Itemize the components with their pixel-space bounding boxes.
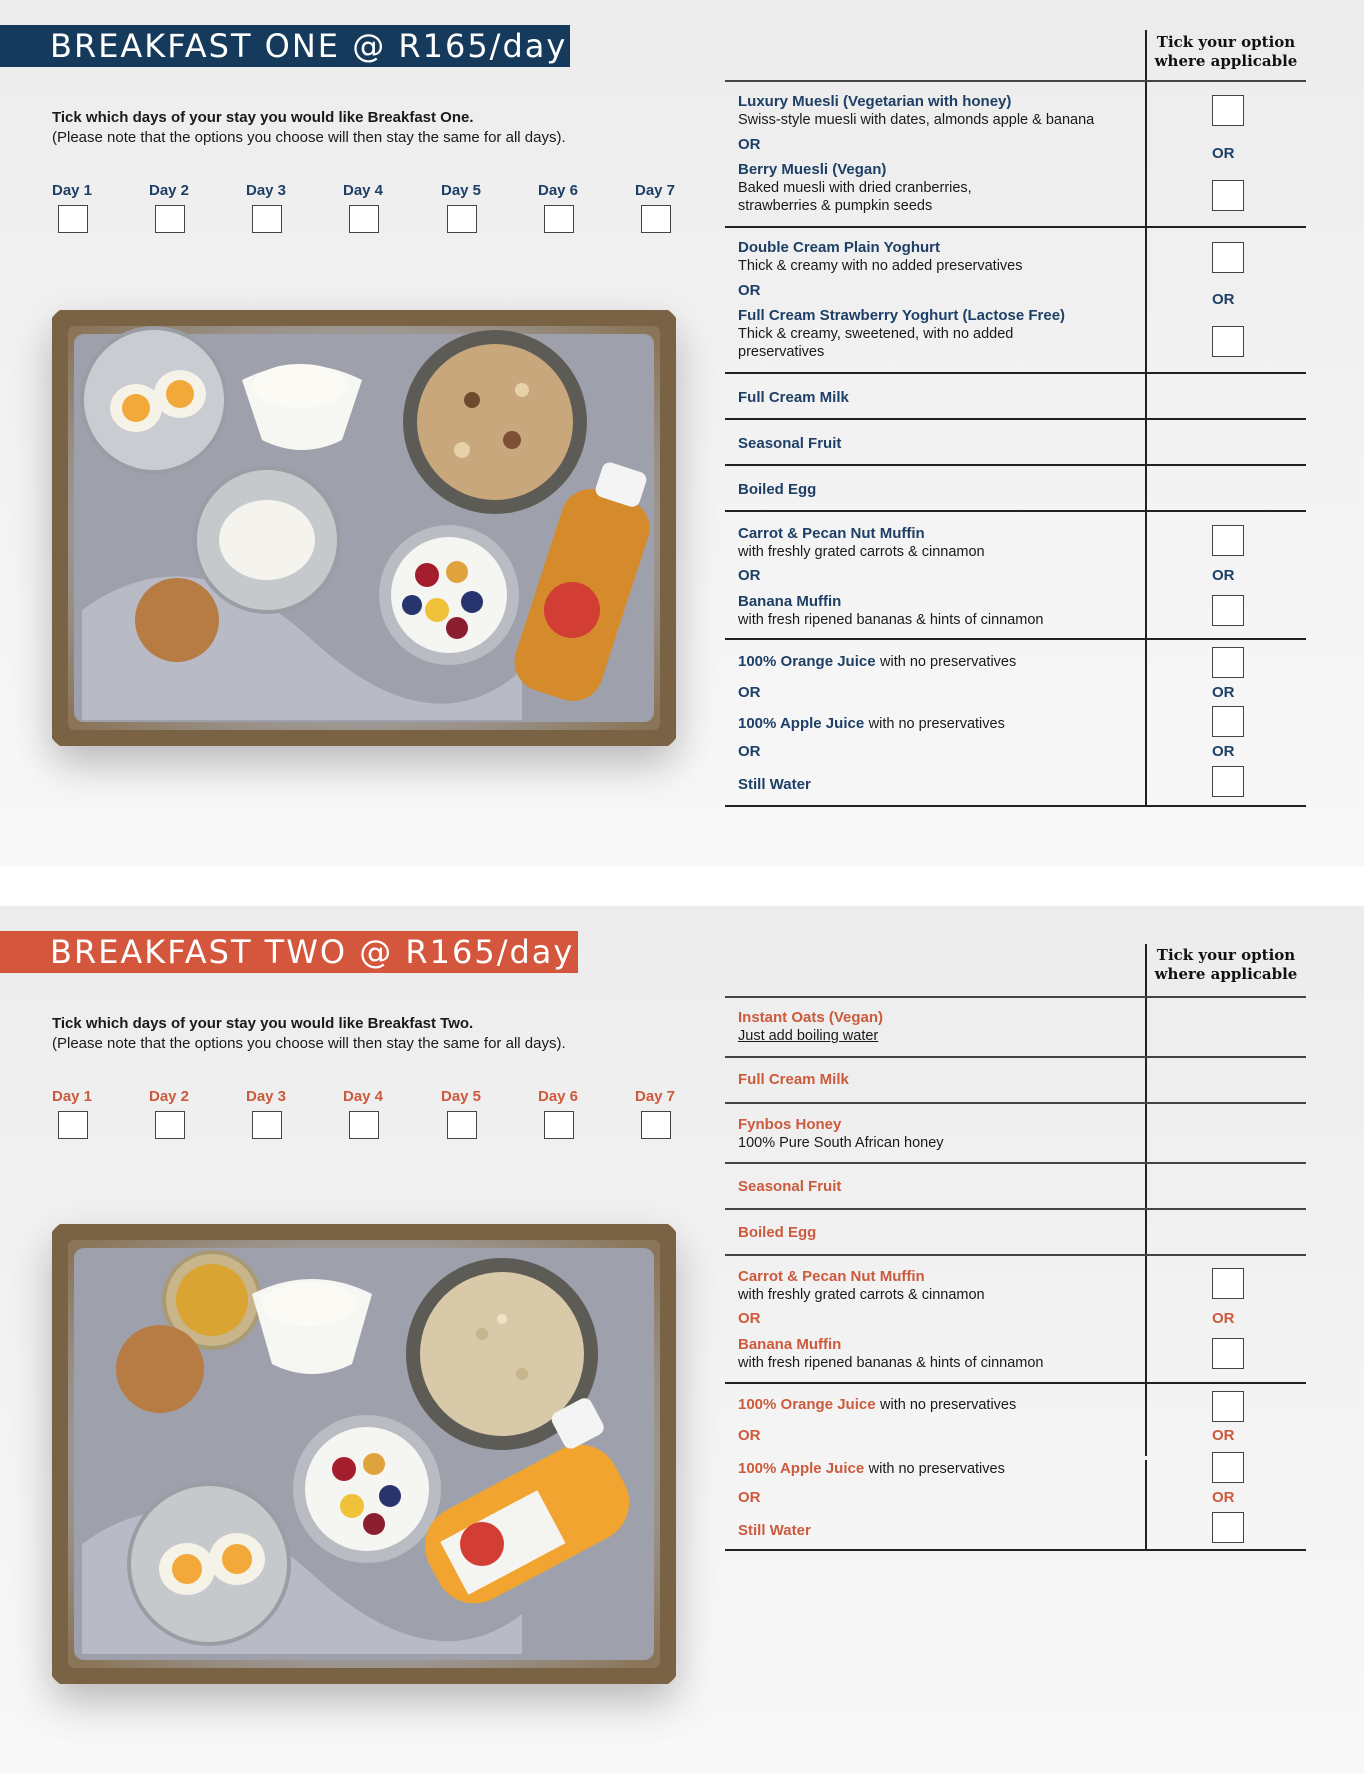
or-label: OR bbox=[1212, 1310, 1235, 1327]
day-label: Day 6 bbox=[538, 1088, 579, 1105]
table-rule bbox=[725, 1162, 1306, 1164]
day-7-checkbox[interactable] bbox=[641, 205, 671, 233]
plain-yoghurt-checkbox[interactable] bbox=[1212, 242, 1244, 273]
breakfast-two-title: BREAKFAST TWO @ R165/day bbox=[0, 931, 578, 973]
orange-juice-checkbox[interactable] bbox=[1212, 647, 1244, 678]
menu-item-berry-muesli bbox=[738, 161, 1138, 215]
day-label: Day 3 bbox=[246, 1088, 287, 1105]
item-title: 100% Apple Juice bbox=[738, 1460, 865, 1477]
menu-item-fynbos-honey bbox=[738, 1116, 1138, 1152]
menu-item-carrot-muffin bbox=[738, 1268, 1138, 1304]
item-desc: Baked muesli with dried cranberries, bbox=[738, 180, 972, 196]
day-1-checkbox[interactable] bbox=[58, 1111, 88, 1139]
table-rule bbox=[725, 80, 1306, 82]
or-label: OR bbox=[738, 282, 761, 299]
item-title: Full Cream Milk bbox=[738, 1071, 849, 1088]
menu-item-apple-juice bbox=[738, 715, 1138, 733]
or-label: OR bbox=[1212, 684, 1235, 701]
day-label: Day 4 bbox=[343, 1088, 384, 1105]
still-water-checkbox[interactable] bbox=[1212, 1512, 1244, 1543]
day-4-checkbox[interactable] bbox=[349, 205, 379, 233]
item-title: Boiled Egg bbox=[738, 481, 817, 498]
apple-juice-checkbox[interactable] bbox=[1212, 1452, 1244, 1483]
day-1-checkbox[interactable] bbox=[58, 205, 88, 233]
item-desc: with freshly grated carrots & cinnamon bbox=[738, 1287, 985, 1303]
tick-header-line1: Tick your option bbox=[1156, 33, 1296, 51]
item-title: Carrot & Pecan Nut Muffin bbox=[738, 1268, 925, 1285]
menu-item-fruit bbox=[738, 435, 1138, 453]
day-6-checkbox[interactable] bbox=[544, 205, 574, 233]
menu-item-orange-juice bbox=[738, 1396, 1138, 1414]
table-rule bbox=[725, 372, 1306, 374]
menu-item-milk bbox=[738, 389, 1138, 407]
table-rule bbox=[725, 1056, 1306, 1058]
or-label: OR bbox=[738, 567, 761, 584]
or-label: OR bbox=[1212, 145, 1235, 162]
menu-item-banana-muffin bbox=[738, 1336, 1138, 1372]
item-title: 100% Apple Juice bbox=[738, 715, 865, 732]
day-4-option bbox=[343, 1088, 433, 1139]
item-title: Boiled Egg bbox=[738, 1224, 817, 1241]
day-7-option bbox=[635, 1088, 725, 1139]
item-title: 100% Orange Juice bbox=[738, 653, 876, 670]
or-label: OR bbox=[1212, 291, 1235, 308]
breakfast-one-panel bbox=[0, 0, 1364, 866]
item-desc: 100% Pure South African honey bbox=[738, 1135, 944, 1151]
day-6-option bbox=[538, 1088, 628, 1139]
item-desc: with freshly grated carrots & cinnamon bbox=[738, 544, 985, 560]
menu-item-fruit bbox=[738, 1178, 1138, 1196]
item-desc: Thick & creamy, sweetened, with no added bbox=[738, 326, 1014, 342]
table-rule bbox=[725, 1549, 1306, 1551]
day-5-option bbox=[441, 1088, 531, 1139]
item-title: Instant Oats (Vegan) bbox=[738, 1009, 884, 1026]
tick-column-header bbox=[1146, 33, 1306, 79]
menu-item-carrot-muffin bbox=[738, 525, 1138, 561]
item-title: Luxury Muesli (Vegetarian with honey) bbox=[738, 93, 1012, 110]
instruction-bold: Tick which days of your stay you would like Breakfast One. bbox=[52, 109, 474, 126]
table-rule bbox=[725, 510, 1306, 512]
tick-header-line2: where applicable bbox=[1154, 965, 1298, 983]
berry-muesli-checkbox[interactable] bbox=[1212, 180, 1244, 211]
day-4-checkbox[interactable] bbox=[349, 1111, 379, 1139]
item-title: Full Cream Strawberry Yoghurt (Lactose Free) bbox=[738, 307, 1066, 324]
item-desc: Swiss-style muesli with dates, almonds apple & banana bbox=[738, 112, 1095, 128]
day-7-option bbox=[635, 182, 725, 233]
day-1-option bbox=[52, 1088, 142, 1139]
menu-item-egg bbox=[738, 481, 1138, 499]
day-label: Day 7 bbox=[635, 1088, 676, 1105]
table-rule bbox=[725, 1208, 1306, 1210]
breakfast-tray-illustration bbox=[52, 1224, 676, 1684]
item-desc: with no preservatives bbox=[880, 654, 1017, 670]
table-rule bbox=[725, 1254, 1306, 1256]
day-5-checkbox[interactable] bbox=[447, 205, 477, 233]
item-title: 100% Orange Juice bbox=[738, 1396, 876, 1413]
menu-item-apple-juice bbox=[738, 1460, 1138, 1478]
item-desc: with fresh ripened bananas & hints of cinnamon bbox=[738, 1355, 1044, 1371]
day-2-option bbox=[149, 1088, 239, 1139]
breakfast-two-drinks-continued bbox=[0, 1460, 1364, 1560]
menu-item-egg bbox=[738, 1224, 1138, 1242]
breakfast-one-instructions bbox=[52, 108, 566, 148]
item-title: Banana Muffin bbox=[738, 593, 842, 610]
carrot-muffin-checkbox[interactable] bbox=[1212, 1268, 1244, 1299]
menu-item-luxury-muesli bbox=[738, 93, 1138, 129]
day-label: Day 4 bbox=[343, 182, 384, 199]
day-5-option bbox=[441, 182, 531, 233]
item-desc: preservatives bbox=[738, 344, 825, 360]
item-title: Double Cream Plain Yoghurt bbox=[738, 239, 940, 256]
table-rule bbox=[725, 1382, 1306, 1384]
menu-item-orange-juice bbox=[738, 653, 1138, 671]
day-label: Day 3 bbox=[246, 182, 287, 199]
table-rule bbox=[725, 226, 1306, 228]
item-title: Seasonal Fruit bbox=[738, 1178, 842, 1195]
item-desc: with no preservatives bbox=[880, 1397, 1017, 1413]
banana-muffin-checkbox[interactable] bbox=[1212, 595, 1244, 626]
menu-item-banana-muffin bbox=[738, 593, 1138, 629]
menu-item-milk bbox=[738, 1071, 1138, 1089]
breakfast-two-panel bbox=[0, 906, 1364, 1774]
table-rule bbox=[725, 996, 1306, 998]
day-4-option bbox=[343, 182, 433, 233]
item-title: Fynbos Honey bbox=[738, 1116, 842, 1133]
item-title: Berry Muesli (Vegan) bbox=[738, 161, 887, 178]
item-title: Full Cream Milk bbox=[738, 389, 849, 406]
strawberry-yoghurt-checkbox[interactable] bbox=[1212, 326, 1244, 357]
day-label: Day 5 bbox=[441, 1088, 482, 1105]
item-title: Banana Muffin bbox=[738, 1336, 842, 1353]
or-label: OR bbox=[738, 136, 761, 153]
day-2-option bbox=[149, 182, 239, 233]
breakfast-one-photo bbox=[52, 310, 676, 746]
or-label: OR bbox=[1212, 1427, 1235, 1444]
day-label: Day 1 bbox=[52, 1088, 93, 1105]
item-desc: with no preservatives bbox=[868, 1461, 1005, 1477]
table-vertical-rule bbox=[1145, 944, 1147, 1456]
item-desc: Thick & creamy with no added preservatives bbox=[738, 258, 1023, 274]
table-rule bbox=[725, 418, 1306, 420]
item-title: Carrot & Pecan Nut Muffin bbox=[738, 525, 925, 542]
item-desc: with fresh ripened bananas & hints of cinnamon bbox=[738, 612, 1044, 628]
breakfast-two-photo bbox=[52, 1224, 676, 1684]
day-7-checkbox[interactable] bbox=[641, 1111, 671, 1139]
day-3-checkbox[interactable] bbox=[252, 1111, 282, 1139]
breakfast-two-instructions bbox=[52, 1014, 566, 1054]
or-label: OR bbox=[738, 1489, 761, 1506]
or-label: OR bbox=[1212, 743, 1235, 760]
day-5-checkbox[interactable] bbox=[447, 1111, 477, 1139]
item-title: Still Water bbox=[738, 1522, 811, 1539]
day-2-checkbox[interactable] bbox=[155, 205, 185, 233]
breakfast-tray-illustration bbox=[52, 310, 676, 746]
table-rule bbox=[725, 805, 1306, 807]
table-vertical-rule bbox=[1145, 1460, 1147, 1550]
day-label: Day 5 bbox=[441, 182, 482, 199]
day-3-checkbox[interactable] bbox=[252, 205, 282, 233]
day-3-option bbox=[246, 182, 336, 233]
day-6-checkbox[interactable] bbox=[544, 1111, 574, 1139]
day-label: Day 2 bbox=[149, 182, 190, 199]
banana-muffin-checkbox[interactable] bbox=[1212, 1338, 1244, 1369]
day-label: Day 2 bbox=[149, 1088, 190, 1105]
apple-juice-checkbox[interactable] bbox=[1212, 706, 1244, 737]
or-label: OR bbox=[738, 1310, 761, 1327]
or-label: OR bbox=[1212, 1489, 1235, 1506]
day-label: Day 1 bbox=[52, 182, 93, 199]
instruction-note: (Please note that the options you choose will then stay the same for all days). bbox=[52, 129, 566, 146]
breakfast-one-title: BREAKFAST ONE @ R165/day bbox=[0, 25, 570, 67]
instruction-note: (Please note that the options you choose will then stay the same for all days). bbox=[52, 1035, 566, 1052]
luxury-muesli-checkbox[interactable] bbox=[1212, 95, 1244, 126]
table-rule bbox=[725, 464, 1306, 466]
item-title: Seasonal Fruit bbox=[738, 435, 842, 452]
tick-column-header bbox=[1146, 946, 1306, 992]
day-label: Day 6 bbox=[538, 182, 579, 199]
day-6-option bbox=[538, 182, 628, 233]
carrot-muffin-checkbox[interactable] bbox=[1212, 525, 1244, 556]
item-desc: strawberries & pumpkin seeds bbox=[738, 198, 933, 214]
table-rule bbox=[725, 1102, 1306, 1104]
menu-item-strawberry-yoghurt bbox=[738, 307, 1138, 361]
menu-item-still-water bbox=[738, 1522, 1138, 1540]
menu-item-plain-yoghurt bbox=[738, 239, 1138, 275]
day-2-checkbox[interactable] bbox=[155, 1111, 185, 1139]
or-label: OR bbox=[738, 743, 761, 760]
or-label: OR bbox=[1212, 567, 1235, 584]
day-1-option bbox=[52, 182, 142, 233]
tick-header-line2: where applicable bbox=[1154, 52, 1298, 70]
or-label: OR bbox=[738, 684, 761, 701]
orange-juice-checkbox[interactable] bbox=[1212, 1391, 1244, 1422]
menu-item-instant-oats bbox=[738, 1009, 1138, 1045]
menu-item-still-water bbox=[738, 776, 1138, 794]
day-3-option bbox=[246, 1088, 336, 1139]
still-water-checkbox[interactable] bbox=[1212, 766, 1244, 797]
item-title: Still Water bbox=[738, 776, 811, 793]
day-label: Day 7 bbox=[635, 182, 676, 199]
item-desc: Just add boiling water bbox=[738, 1028, 879, 1044]
table-rule bbox=[725, 638, 1306, 640]
item-desc: with no preservatives bbox=[868, 716, 1005, 732]
tick-header-line1: Tick your option bbox=[1156, 946, 1296, 964]
instruction-bold: Tick which days of your stay you would like Breakfast Two. bbox=[52, 1015, 474, 1032]
or-label: OR bbox=[738, 1427, 761, 1444]
